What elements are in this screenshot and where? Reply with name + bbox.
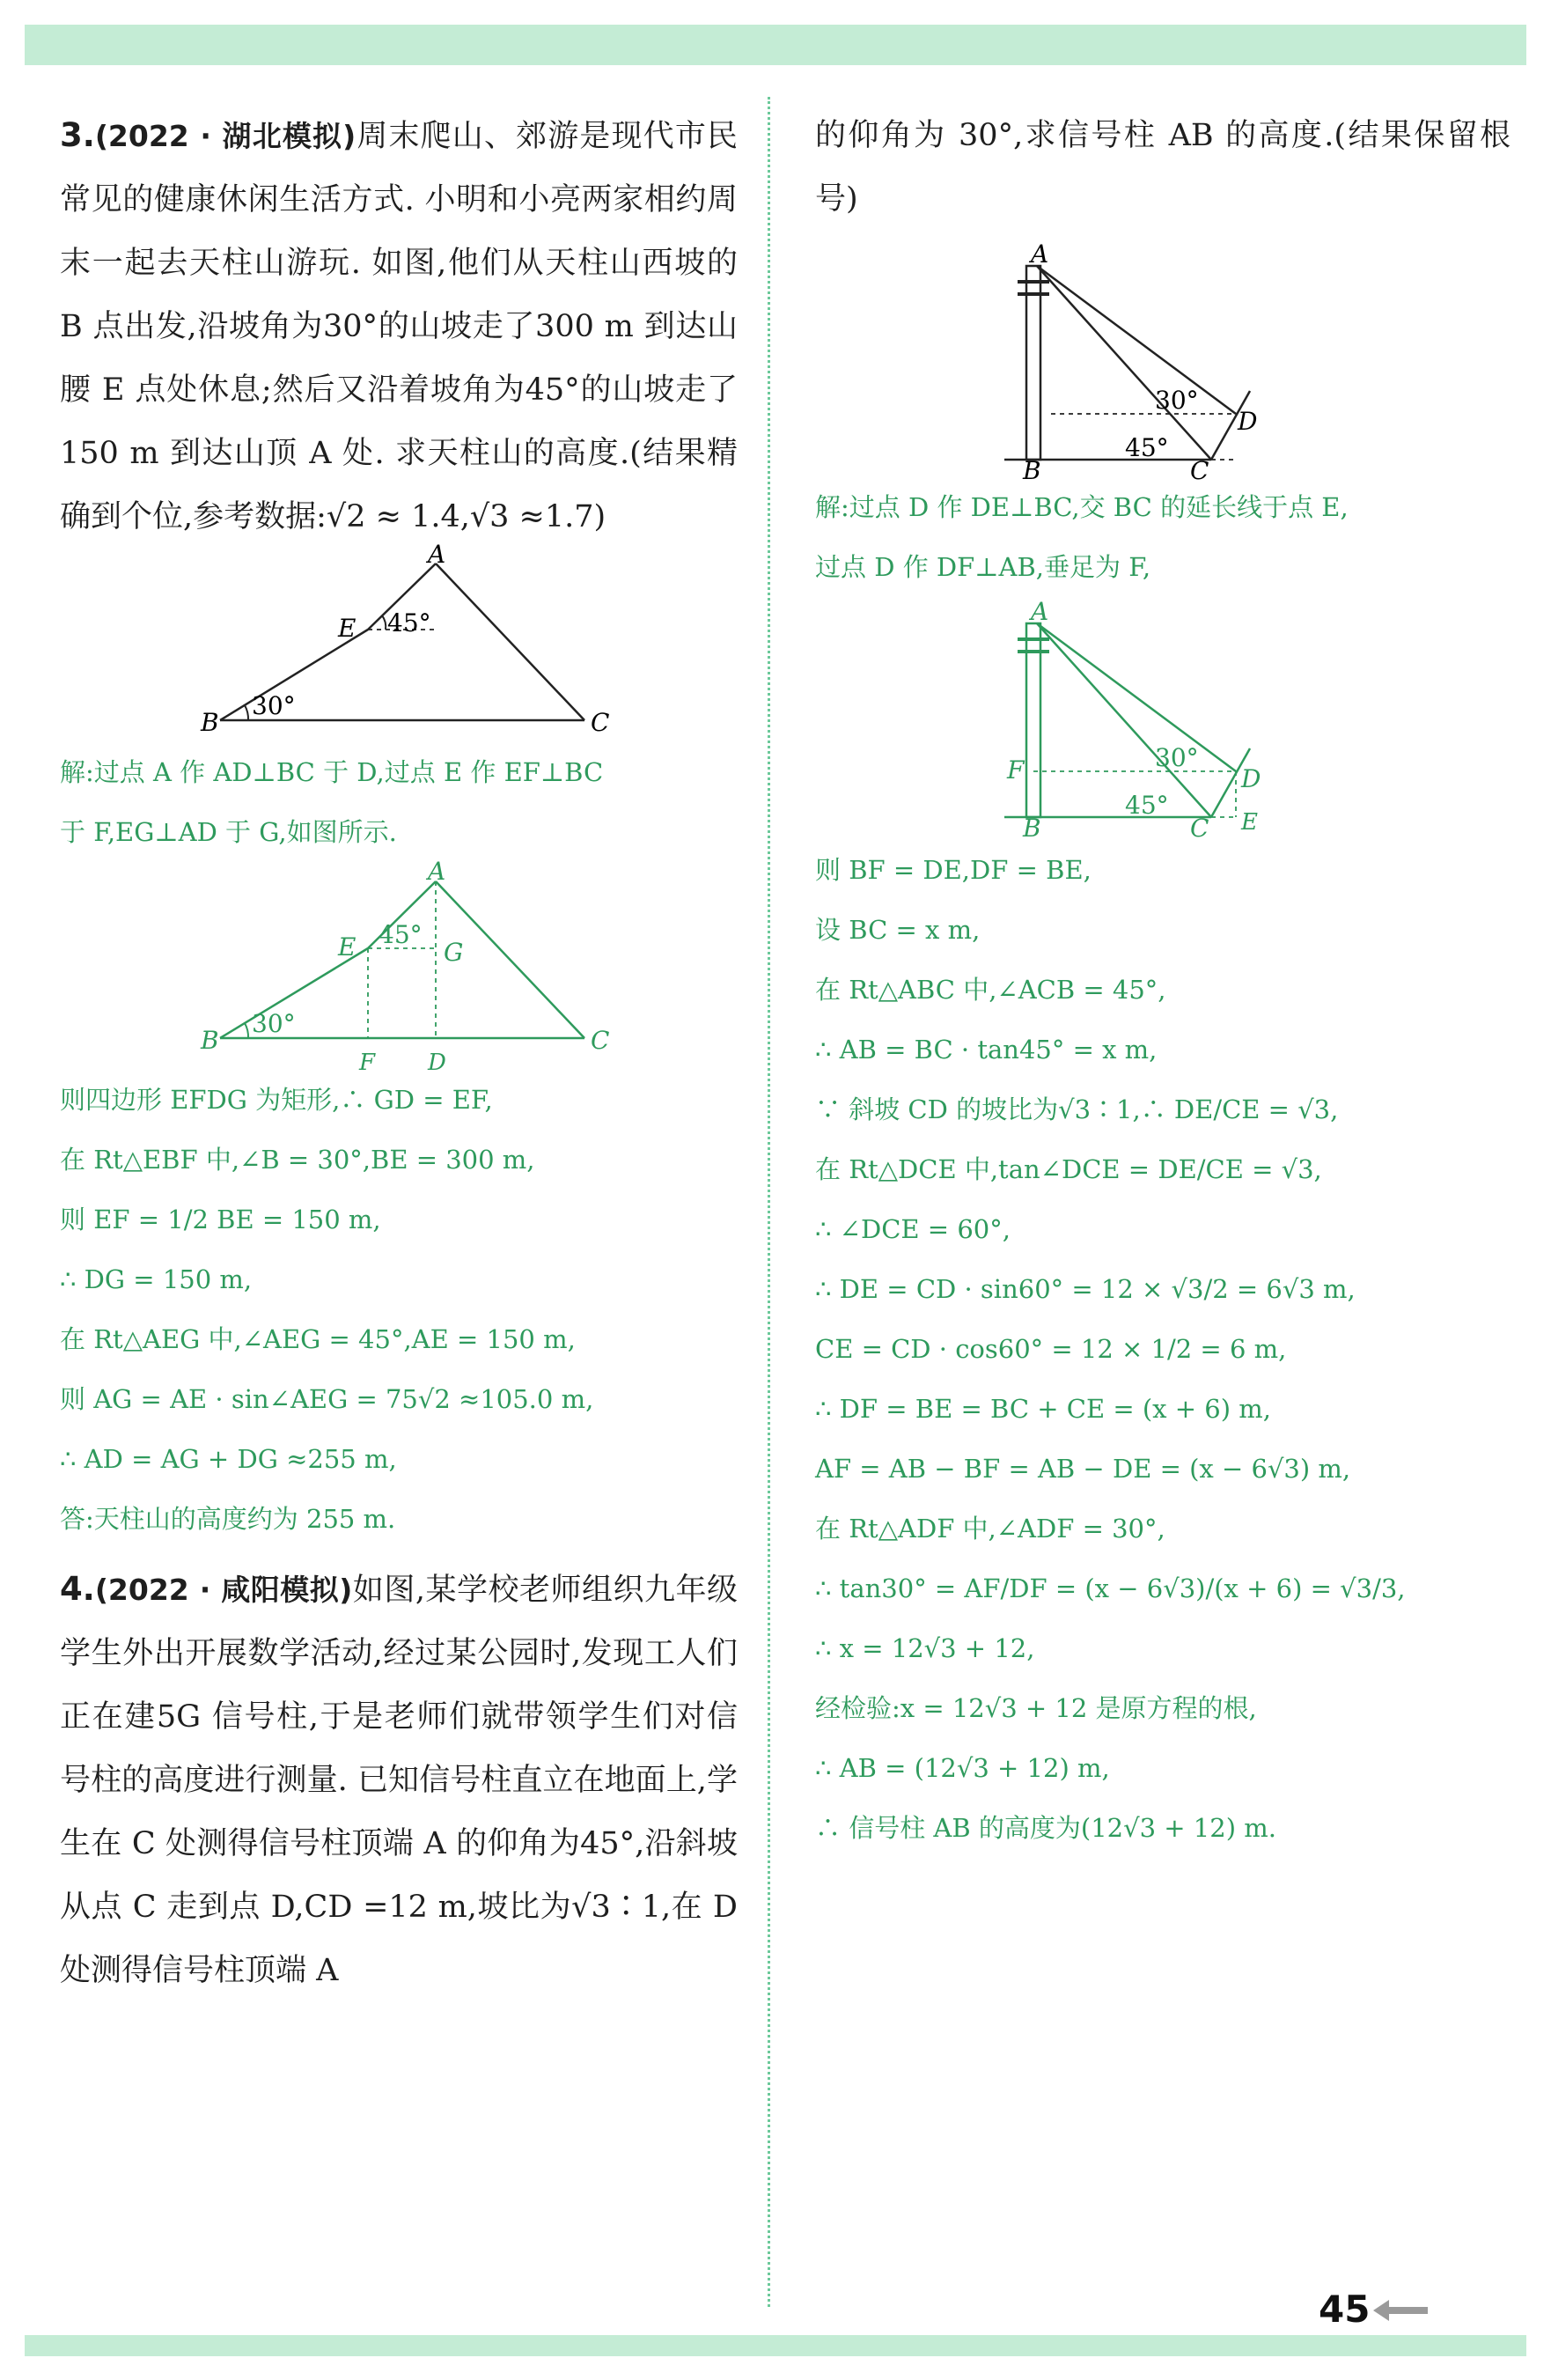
top-band — [25, 25, 1526, 65]
bottom-band — [25, 2335, 1526, 2356]
p3-angle-45: 45° — [387, 608, 431, 637]
p4-angle-45: 45° — [1125, 433, 1169, 462]
p3-sol-line: 于 F,EG⊥AD 于 G,如图所示. — [60, 817, 397, 847]
p3-sol-line: 在 Rt△EBF 中,∠B = 30°,BE = 300 m, — [60, 1145, 535, 1175]
p4-sol-line: ∴ AB = BC · tan45° = x m, — [815, 1035, 1158, 1065]
p4-label-D: D — [1238, 407, 1258, 436]
p3s-label-G: G — [444, 938, 464, 967]
p4-sol-line: ∴ DE = CD · sin60° = 12 × √3/2 = 6√3 m, — [815, 1274, 1356, 1304]
p4-sol-line: 过点 D 作 DF⊥AB,垂足为 F, — [815, 552, 1151, 582]
p4-sol-line: 设 BC = x m, — [815, 915, 981, 945]
p4-sol-line: AF = AB − BF = AB − DE = (x − 6√3) m, — [815, 1454, 1351, 1484]
p3s-label-A: A — [428, 857, 446, 886]
p4-sol-line: 经检验:x = 12√3 + 12 是原方程的根, — [815, 1693, 1257, 1723]
problem3-solution-figure — [60, 857, 738, 1076]
p4s-label-C: C — [1190, 814, 1209, 843]
problem3-number: 3. — [60, 116, 95, 154]
p3s-angle-45: 45° — [379, 920, 423, 949]
p4s-label-F: F — [1007, 755, 1025, 785]
p4-label-C: C — [1190, 456, 1209, 485]
p4s-angle-30: 30° — [1155, 743, 1199, 772]
p4s-label-B: B — [1023, 814, 1041, 843]
p3-sol-line: 则 AG = AE · sin∠AEG = 75√2 ≈105.0 m, — [60, 1384, 594, 1414]
p3-label-A: A — [428, 540, 446, 569]
problem4-solution — [815, 840, 1511, 1858]
p3-sol-line: ∴ AD = AG + DG ≈255 m, — [60, 1444, 397, 1474]
left-column — [60, 104, 738, 2002]
p4s-label-E: E — [1241, 809, 1258, 836]
p3s-label-C: C — [591, 1026, 610, 1055]
column-divider — [768, 97, 770, 2307]
problem3-solution-part1 — [60, 742, 738, 862]
p3-sol-line: 答:天柱山的高度约为 255 m. — [60, 1504, 396, 1534]
p4-sol-line: ∴ x = 12√3 + 12, — [815, 1633, 1035, 1663]
problem3-source: (2022 · 湖北模拟) — [94, 119, 357, 153]
p4-sol-line: ∴ AB = (12√3 + 12) m, — [815, 1753, 1110, 1783]
arrow-left-icon — [1373, 2298, 1435, 2323]
p4-sol-line: ∴ DF = BE = BC + CE = (x + 6) m, — [815, 1394, 1271, 1424]
p4-sol-line: ∴ 信号柱 AB 的高度为(12√3 + 12) m. — [815, 1813, 1276, 1843]
p4-sol-line: 在 Rt△ADF 中,∠ADF = 30°, — [815, 1514, 1165, 1544]
p4-sol-line: ∴ ∠DCE = 60°, — [815, 1214, 1011, 1244]
p3-sol-line: 在 Rt△AEG 中,∠AEG = 45°,AE = 150 m, — [60, 1324, 576, 1354]
problem4-figure — [815, 231, 1511, 485]
p3-sol-line: 则四边形 EFDG 为矩形,∴ GD = EF, — [60, 1085, 493, 1115]
problem4-source: (2022 · 咸阳模拟) — [94, 1573, 353, 1607]
p4-sol-line: ∵ 斜坡 CD 的坡比为√3∶1,∴ DE/CE = √3, — [815, 1094, 1339, 1124]
p4-sol-line: 在 Rt△DCE 中,tan∠DCE = DE/CE = √3, — [815, 1154, 1322, 1184]
p3-angle-30: 30° — [252, 691, 296, 720]
problem4-number: 4. — [60, 1570, 95, 1608]
p3-sol-line: 解:过点 A 作 AD⊥BC 于 D,过点 E 作 EF⊥BC — [60, 757, 604, 787]
p4-sol-line: 则 BF = DE,DF = BE, — [815, 855, 1092, 885]
p3s-label-E: E — [338, 932, 357, 962]
p3s-label-D: D — [428, 1050, 446, 1076]
p3s-label-B: B — [201, 1026, 219, 1055]
p4s-label-D: D — [1241, 764, 1261, 793]
problem4-statement-cont: 的仰角为 30°,求信号柱 AB 的高度.(结果保留根号) — [815, 118, 1511, 217]
p3s-label-F: F — [359, 1050, 376, 1076]
p4-sol-line: ∴ tan30° = AF/DF = (x − 6√3)/(x + 6) = √3/3, — [815, 1573, 1406, 1603]
problem4-text: 如图,某学校老师组织九年级学生外出开展数学活动,经过某公园时,发现工人们正在建5G 信号柱,于是老师们就带领学生们对信号柱的高度进行测量. 已知信号柱直立在地面上,学生在 C 处测得信号柱顶端 A 的仰角为45°,沿斜坡从点 C 走到点 D,CD =12 m,坡比为√3∶1,在 D 处测得信号柱顶端 A — [60, 1573, 738, 1988]
problem4-solution-figure — [815, 597, 1511, 843]
problem3-text: 周末爬山、郊游是现代市民常见的健康休闲生活方式. 小明和小亮两家相约周末一起去天柱山游玩. 如图,他们从天柱山西坡的 B 点出发,沿坡角为30°的山坡走了300 m 到达山腰 E 点处休息;然后又沿着坡角为45°的山坡走了150 m 到达山顶 A 处. 求天柱山的高度.(结果精确到个位,参考数据:√2 ≈ 1.4,√3 ≈1.7) — [60, 119, 738, 534]
p3-label-E: E — [338, 614, 357, 643]
p4-sol-line: CE = CD · cos60° = 12 × 1/2 = 6 m, — [815, 1334, 1287, 1364]
p4s-angle-45: 45° — [1125, 791, 1169, 820]
p4-label-B: B — [1023, 456, 1041, 485]
problem3-solution-part2 — [60, 1070, 738, 1549]
problem4-solution-intro — [815, 477, 1511, 597]
page-number: 45 — [1319, 2288, 1371, 2331]
p4-sol-line: 解:过点 D 作 DE⊥BC,交 BC 的延长线于点 E, — [815, 492, 1349, 522]
p4-angle-30: 30° — [1155, 386, 1199, 415]
p4-label-A: A — [1031, 239, 1049, 269]
p3-sol-line: 则 EF = 1/2 BE = 150 m, — [60, 1205, 381, 1234]
right-column — [815, 104, 1511, 1858]
p4s-label-A: A — [1031, 597, 1049, 626]
p3-label-B: B — [201, 708, 219, 737]
p3s-angle-30: 30° — [252, 1009, 296, 1038]
problem3-statement — [60, 104, 738, 549]
p3-label-C: C — [591, 708, 610, 737]
p4-sol-line: 在 Rt△ABC 中,∠ACB = 45°, — [815, 975, 1166, 1005]
problem4-statement — [60, 1558, 738, 2002]
problem3-figure — [60, 540, 738, 742]
p3-sol-line: ∴ DG = 150 m, — [60, 1264, 253, 1294]
